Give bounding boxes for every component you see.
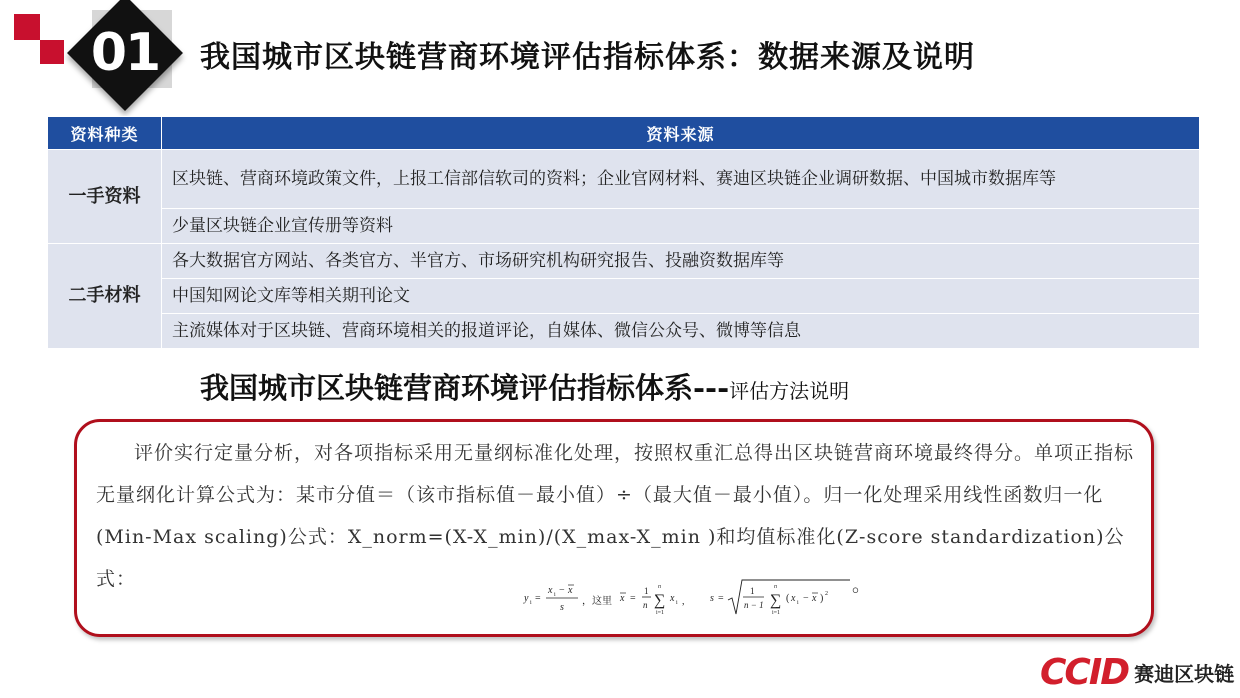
source-cell: 少量区块链企业宣传册等资料: [162, 209, 1200, 244]
svg-text:(: (: [786, 593, 790, 604]
svg-text:,: ,: [682, 596, 685, 607]
table-row: [48, 314, 1200, 349]
svg-text:s: s: [560, 602, 564, 613]
logo-text: 赛迪区块链: [1134, 661, 1235, 686]
table-header-row: [48, 117, 1200, 150]
svg-text:s: s: [710, 593, 714, 604]
svg-text:n: n: [658, 584, 661, 590]
svg-text:=: =: [535, 593, 541, 604]
table-row: [48, 279, 1200, 314]
svg-text:i: i: [676, 600, 678, 606]
svg-text:): ): [820, 593, 824, 604]
standardization-formula: [520, 574, 860, 620]
source-cell: 各大数据官方网站、各类官方、半官方、市场研究机构研究报告、投融资数据库等: [162, 244, 1200, 279]
svg-text:i=1: i=1: [772, 610, 781, 616]
section-number: 01: [90, 23, 160, 83]
svg-text:2: 2: [825, 591, 828, 597]
svg-text:n − 1: n − 1: [744, 600, 764, 610]
method-title-main: 我国城市区块链营商环境评估指标体系---: [200, 371, 730, 405]
svg-text:=: =: [630, 593, 636, 604]
logo-mark: CCID: [1040, 651, 1129, 693]
page-title: 我国城市区块链营商环境评估指标体系：数据来源及说明: [200, 40, 975, 75]
svg-text:x: x: [791, 593, 796, 604]
formula-end-mark: 。: [852, 574, 872, 596]
decor-square-red-1: [14, 14, 40, 40]
table-row: [48, 244, 1200, 279]
svg-text:∑: ∑: [770, 592, 782, 609]
svg-text:−: −: [559, 585, 565, 596]
svg-text:x: x: [548, 585, 553, 596]
svg-text:n: n: [643, 600, 648, 610]
svg-text:x: x: [670, 593, 675, 604]
method-title-sub: 评估方法说明: [729, 379, 850, 403]
header-source: 资料来源: [162, 117, 1200, 150]
svg-text:x: x: [568, 585, 573, 596]
decor-square-red-2: [40, 40, 64, 64]
header-category: 资料种类: [48, 117, 162, 150]
svg-text:i: i: [554, 592, 556, 598]
svg-text:=: =: [718, 593, 724, 604]
category-cell: 一手资料: [48, 150, 162, 244]
svg-text:1: 1: [644, 586, 649, 596]
ccid-logo: [1040, 652, 1234, 692]
svg-text:i=1: i=1: [656, 610, 665, 616]
svg-text:i: i: [797, 600, 799, 606]
svg-text:1: 1: [750, 586, 755, 596]
svg-text:∑: ∑: [654, 592, 666, 609]
method-section-title: [200, 366, 849, 407]
table-row: [48, 209, 1200, 244]
category-cell: 二手材料: [48, 244, 162, 349]
svg-text:n: n: [774, 584, 777, 590]
table-row: [48, 150, 1200, 209]
source-cell: 中国知网论文库等相关期刊论文: [162, 279, 1200, 314]
svg-text:y: y: [524, 593, 529, 604]
method-paragraph: 评价实行定量分析，对各项指标采用无量纲标准化处理，按照权重汇总得出区块链营商环境最终得分。单项正指标无量纲化计算公式为：某市分值＝（该市指标值－最小值）÷（最大值－最小值）。归一化处理采用线性函数归一化(Min-Max scaling)公式：X_norm=(X-X_min)/(X_max-X_min )和均值标准化(Z-score standardization)公式：: [96, 442, 1135, 590]
svg-text:i: i: [530, 600, 532, 606]
data-source-table: [47, 116, 1200, 349]
svg-text:x: x: [812, 593, 817, 604]
svg-text:x: x: [620, 593, 625, 604]
formula-mid-text: ，这里: [582, 596, 612, 607]
svg-text:−: −: [803, 593, 809, 604]
source-cell: 区块链、营商环境政策文件，上报工信部信软司的资料；企业官网材料、赛迪区块链企业调研数据、中国城市数据库等: [162, 150, 1200, 209]
source-cell: 主流媒体对于区块链、营商环境相关的报道评论，自媒体、微信公众号、微博等信息: [162, 314, 1200, 349]
